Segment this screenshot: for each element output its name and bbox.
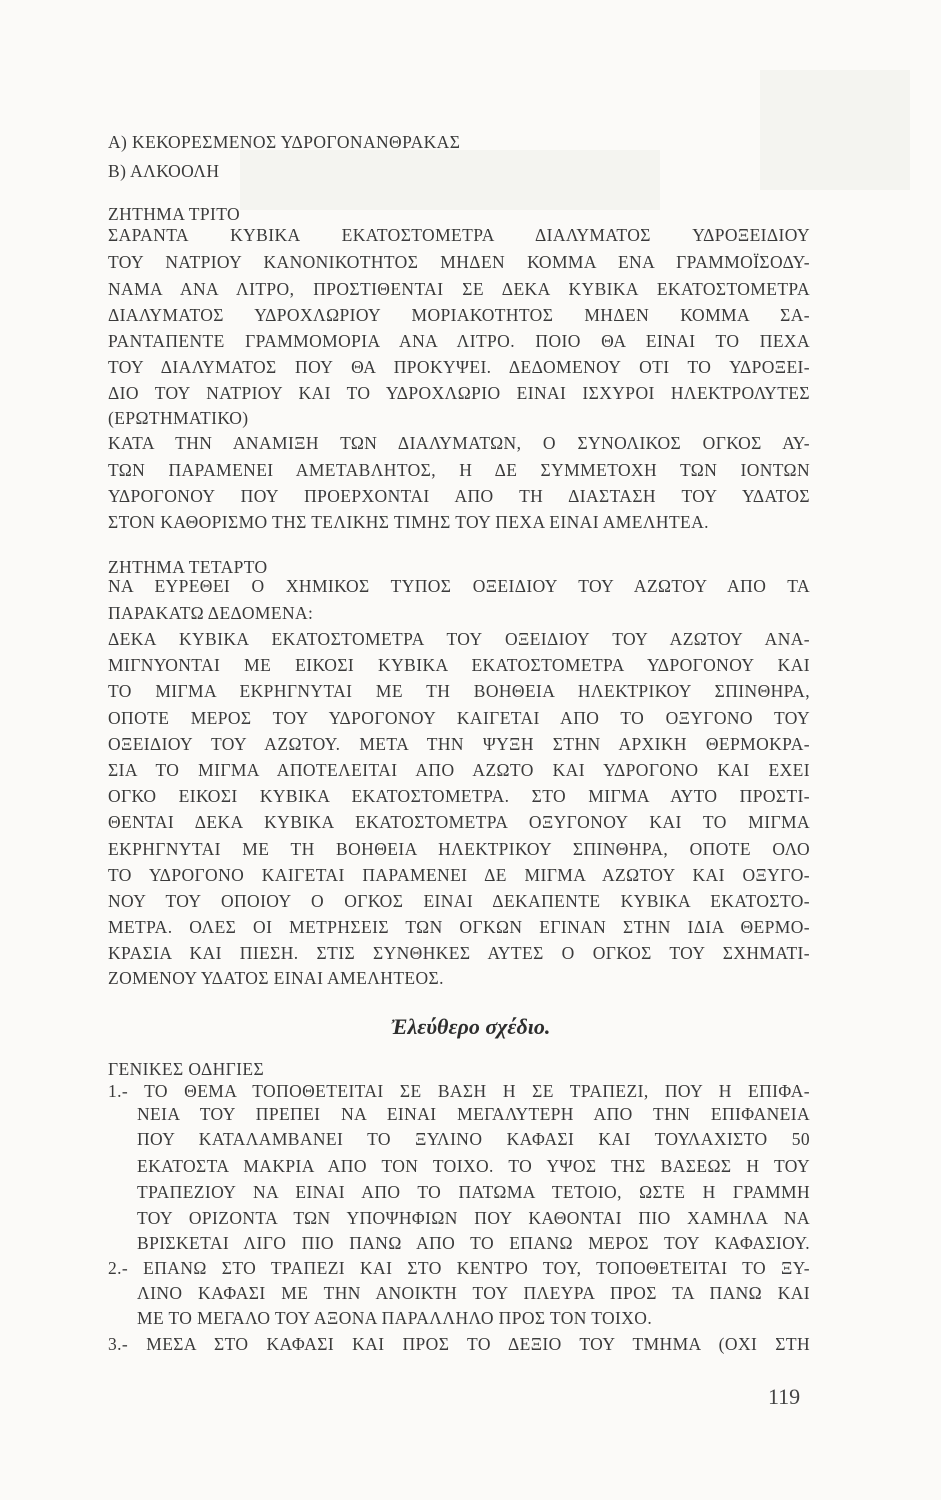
text-line: ΟΠΟΤΕ ΜΕΡΟΣ ΤΟΥ ΥΔΡΟΓΟΝΟΥ ΚΑΙΓΕΤΑΙ ΑΠΟ ΤΟ ΟΞΥΓΟΝΟ ΤΟΥ — [108, 708, 810, 728]
text-line: ΜΙΓΝΥΟΝΤΑΙ ΜΕ ΕΙΚΟΣΙ ΚΥΒΙΚΑ ΕΚΑΤΟΣΤΟΜΕΤΡΑ ΥΔΡΟΓΟΝΟΥ ΚΑΙ — [108, 655, 810, 675]
text-line: ΕΚΡΗΓΝΥΤΑΙ ΜΕ ΤΗ ΒΟΗΘΕΙΑ ΗΛΕΚΤΡΙΚΟΥ ΣΠΙΝΘΗΡΑ, ΟΠΟΤΕ ΟΛΟ — [108, 839, 810, 859]
text-line: ΥΔΡΟΓΟΝΟΥ ΠΟΥ ΠΡΟΕΡΧΟΝΤΑΙ ΑΠΟ ΤΗ ΔΙΑΣΤΑΣΗ ΤΟΥ ΥΔΑΤΟΣ — [108, 486, 810, 506]
text-line: ΒΡΙΣΚΕΤΑΙ ΛΙΓΟ ΠΙΟ ΠΑΝΩ ΑΠΟ ΤΟ ΕΠΑΝΩ ΜΕΡΟΣ ΤΟΥ ΚΑΦΑΣΙΟΥ. — [137, 1233, 810, 1253]
text-line: Β) ΑΛΚΟΟΛΗ — [108, 161, 220, 181]
text-line: ΤΟ ΜΙΓΜΑ ΕΚΡΗΓΝΥΤΑΙ ΜΕ ΤΗ ΒΟΗΘΕΙΑ ΗΛΕΚΤΡΙΚΟΥ ΣΠΙΝΘΗΡΑ, — [108, 681, 810, 701]
text-line: ΠΑΡΑΚΑΤΩ ΔΕΔΟΜΕΝΑ: — [108, 603, 314, 623]
text-line: ΤΟΥ ΔΙΑΛΥΜΑΤΟΣ ΠΟΥ ΘΑ ΠΡΟΚΥΨΕΙ. ΔΕΔΟΜΕΝΟΥ ΟΤΙ ΤΟ ΥΔΡΟΞΕΙ- — [108, 357, 810, 377]
text-line: ΡΑΝΤΑΠΕΝΤΕ ΓΡΑΜΜΟΜΟΡΙΑ ΑΝΑ ΛΙΤΡΟ. ΠΟΙΟ ΘΑ ΕΙΝΑΙ ΤΟ ΠΕΧΑ — [108, 331, 810, 351]
list-item: 1.- ΤΟ ΘΕΜΑ ΤΟΠΟΘΕΤΕΙΤΑΙ ΣΕ ΒΑΣΗ Η ΣΕ ΤΡΑΠΕΖΙ, ΠΟΥ Η ΕΠΙΦΑ- — [108, 1081, 810, 1101]
section-title: ΖΗΤΗΜΑ ΤΡΙΤΟ — [108, 204, 241, 224]
text-line: (ΕΡΩΤΗΜΑΤΙΚΟ) — [108, 408, 249, 428]
list-item: 3.- ΜΕΣΑ ΣΤΟ ΚΑΦΑΣΙ ΚΑΙ ΠΡΟΣ ΤΟ ΔΕΞΙΟ ΤΟΥ ΤΜΗΜΑ (ΟΧΙ ΣΤΗ — [108, 1334, 810, 1354]
text-line: ΖΟΜΕΝΟΥ ΥΔΑΤΟΣ ΕΙΝΑΙ ΑΜΕΛΗΤΕΟΣ. — [108, 968, 444, 988]
text-line: ΤΟ ΥΔΡΟΓΟΝΟ ΚΑΙΓΕΤΑΙ ΠΑΡΑΜΕΝΕΙ ΔΕ ΜΙΓΜΑ ΑΖΩΤΟΥ ΚΑΙ ΟΞΥΓΟ- — [108, 865, 810, 885]
text-line: ΔΕΚΑ ΚΥΒΙΚΑ ΕΚΑΤΟΣΤΟΜΕΤΡΑ ΤΟΥ ΟΞΕΙΔΙΟΥ ΤΟΥ ΑΖΩΤΟΥ ΑΝΑ- — [108, 629, 810, 649]
text-line: ΣΙΑ ΤΟ ΜΙΓΜΑ ΑΠΟΤΕΛΕΙΤΑΙ ΑΠΟ ΑΖΩΤΟ ΚΑΙ ΥΔΡΟΓΟΝΟ ΚΑΙ ΕΧΕΙ — [108, 760, 810, 780]
text-line: ΜΕΤΡΑ. ΟΛΕΣ ΟΙ ΜΕΤΡΗΣΕΙΣ ΤΩΝ ΟΓΚΩΝ ΕΓΙΝΑΝ ΣΤΗΝ ΙΔΙΑ ΘΕΡΜΟ- — [108, 917, 810, 937]
text-line: ΜΕ ΤΟ ΜΕΓΑΛΟ ΤΟΥ ΑΞΟΝΑ ΠΑΡΑΛΛΗΛΟ ΠΡΟΣ ΤΟΝ ΤΟΙΧΟ. — [137, 1308, 653, 1328]
text-line: ΤΩΝ ΠΑΡΑΜΕΝΕΙ ΑΜΕΤΑΒΛΗΤΟΣ, Η ΔΕ ΣΥΜΜΕΤΟΧΗ ΤΩΝ ΙΟΝΤΩΝ — [108, 460, 810, 480]
text-line: ΤΡΑΠΕΖΙΟΥ ΝΑ ΕΙΝΑΙ ΑΠΟ ΤΟ ΠΑΤΩΜΑ ΤΕΤΟΙΟ, ΩΣΤΕ Η ΓΡΑΜΜΗ — [137, 1182, 810, 1202]
text-line: Α) ΚΕΚΟΡΕΣΜΕΝΟΣ ΥΔΡΟΓΟΝΑΝΘΡΑΚΑΣ — [108, 132, 461, 152]
text-line: ΚΡΑΣΙΑ ΚΑΙ ΠΙΕΣΗ. ΣΤΙΣ ΣΥΝΘΗΚΕΣ ΑΥΤΕΣ Ο ΟΓΚΟΣ ΤΟΥ ΣΧΗΜΑΤΙ- — [108, 943, 810, 963]
page-number: 119 — [768, 1384, 801, 1409]
text-line: ΤΟΥ ΟΡΙΖΟΝΤΑ ΤΩΝ ΥΠΟΨΗΦΙΩΝ ΠΟΥ ΚΑΘΟΝΤΑΙ ΠΙΟ ΧΑΜΗΛΑ ΝΑ — [137, 1208, 810, 1228]
text-line: ΟΓΚΟ ΕΙΚΟΣΙ ΚΥΒΙΚΑ ΕΚΑΤΟΣΤΟΜΕΤΡΑ. ΣΤΟ ΜΙΓΜΑ ΑΥΤΟ ΠΡΟΣΤΙ- — [108, 786, 810, 806]
text-line: ΝΑ ΕΥΡΕΘΕΙ Ο ΧΗΜΙΚΟΣ ΤΥΠΟΣ ΟΞΕΙΔΙΟΥ ΤΟΥ ΑΖΩΤΟΥ ΑΠΟ ΤΑ — [108, 576, 810, 596]
text-line: ΔΙΟ ΤΟΥ ΝΑΤΡΙΟΥ ΚΑΙ ΤΟ ΥΔΡΟΧΛΩΡΙΟ ΕΙΝΑΙ ΙΣΧΥΡΟΙ ΗΛΕΚΤΡΟΛΥΤΕΣ — [108, 383, 810, 403]
section-title: ΓΕΝΙΚΕΣ ΟΔΗΓΙΕΣ — [108, 1059, 265, 1079]
text-line: ΠΟΥ ΚΑΤΑΛΑΜΒΑΝΕΙ ΤΟ ΞΥΛΙΝΟ ΚΑΦΑΣΙ ΚΑΙ ΤΟΥΛΑΧΙΣΤΟ 50 — [137, 1129, 810, 1149]
text-line: ΟΞΕΙΔΙΟΥ ΤΟΥ ΑΖΩΤΟΥ. ΜΕΤΑ ΤΗΝ ΨΥΞΗ ΣΤΗΝ ΑΡΧΙΚΗ ΘΕΡΜΟΚΡΑ- — [108, 734, 810, 754]
text-line: ΣΑΡΑΝΤΑ ΚΥΒΙΚΑ ΕΚΑΤΟΣΤΟΜΕΤΡΑ ΔΙΑΛΥΜΑΤΟΣ ΥΔΡΟΞΕΙΔΙΟΥ — [108, 225, 810, 245]
text-line: ΚΑΤΑ ΤΗΝ ΑΝΑΜΙΞΗ ΤΩΝ ΔΙΑΛΥΜΑΤΩΝ, Ο ΣΥΝΟΛΙΚΟΣ ΟΓΚΟΣ ΑΥ- — [108, 433, 810, 453]
text-line: ΣΤΟΝ ΚΑΘΟΡΙΣΜΟ ΤΗΣ ΤΕΛΙΚΗΣ ΤΙΜΗΣ ΤΟΥ ΠΕΧΑ ΕΙΝΑΙ ΑΜΕΛΗΤΕΑ. — [108, 512, 709, 532]
text-line: ΝΟΥ ΤΟΥ ΟΠΟΙΟΥ Ο ΟΓΚΟΣ ΕΙΝΑΙ ΔΕΚΑΠΕΝΤΕ ΚΥΒΙΚΑ ΕΚΑΤΟΣΤΟ- — [108, 891, 810, 911]
text-line: ΔΙΑΛΥΜΑΤΟΣ ΥΔΡΟΧΛΩΡΙΟΥ ΜΟΡΙΑΚΟΤΗΤΟΣ ΜΗΔΕΝ ΚΟΜΜΑ ΣΑ- — [108, 305, 810, 325]
section-title: ΖΗΤΗΜΑ ΤΕΤΑΡΤΟ — [108, 557, 268, 577]
heading-free-drawing: Ἐλεύθερο σχέδιο. — [390, 1014, 551, 1039]
text-line: ΝΑΜΑ ΑΝΑ ΛΙΤΡΟ, ΠΡΟΣΤΙΘΕΝΤΑΙ ΣΕ ΔΕΚΑ ΚΥΒΙΚΑ ΕΚΑΤΟΣΤΟΜΕΤΡΑ — [108, 279, 810, 299]
list-item: 2.- ΕΠΑΝΩ ΣΤΟ ΤΡΑΠΕΖΙ ΚΑΙ ΣΤΟ ΚΕΝΤΡΟ ΤΟΥ, ΤΟΠΟΘΕΤΕΙΤΑΙ ΤΟ ΞΥ- — [108, 1258, 810, 1278]
text-line: ΤΟΥ ΝΑΤΡΙΟΥ ΚΑΝΟΝΙΚΟΤΗΤΟΣ ΜΗΔΕΝ ΚΟΜΜΑ ΕΝΑ ΓΡΑΜΜΟΪΣΟΔΥ- — [108, 252, 810, 272]
text-line: ΕΚΑΤΟΣΤΑ ΜΑΚΡΙΑ ΑΠΟ ΤΟΝ ΤΟΙΧΟ. ΤΟ ΥΨΟΣ ΤΗΣ ΒΑΣΕΩΣ Η ΤΟΥ — [137, 1156, 810, 1176]
text-line: ΛΙΝΟ ΚΑΦΑΣΙ ΜΕ ΤΗΝ ΑΝΟΙΚΤΗ ΤΟΥ ΠΛΕΥΡΑ ΠΡΟΣ ΤΑ ΠΑΝΩ ΚΑΙ — [137, 1283, 810, 1303]
text-line: ΘΕΝΤΑΙ ΔΕΚΑ ΚΥΒΙΚΑ ΕΚΑΤΟΣΤΟΜΕΤΡΑ ΟΞΥΓΟΝΟΥ ΚΑΙ ΤΟ ΜΙΓΜΑ — [108, 812, 810, 832]
text-line: ΝΕΙΑ ΤΟΥ ΠΡΕΠΕΙ ΝΑ ΕΙΝΑΙ ΜΕΓΑΛΥΤΕΡΗ ΑΠΟ ΤΗΝ ΕΠΙΦΑΝΕΙΑ — [137, 1104, 810, 1124]
